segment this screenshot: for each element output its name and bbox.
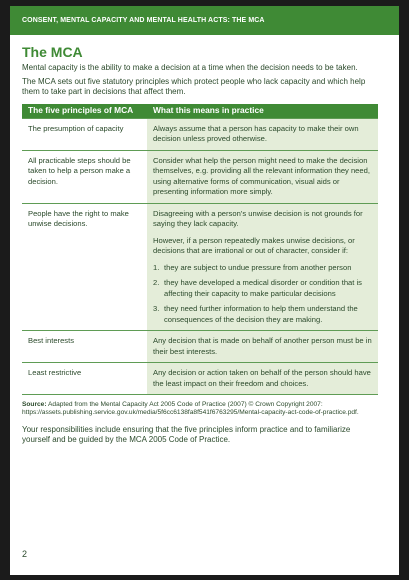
intro-paragraph-2: The MCA sets out five statutory principles which protect people who lack capacity and which help them to take part in decisions that affect them. [22, 76, 366, 96]
table-row [22, 331, 378, 363]
list-number: 2. [153, 278, 160, 287]
principle-cell: All practicable steps should be taken to help a person make a decision. [22, 150, 147, 203]
table-row [22, 118, 378, 150]
source-note [22, 401, 378, 418]
list-item-text: they are subject to undue pressure from another person [164, 262, 352, 272]
list-number: 1. [153, 262, 160, 272]
considerations-list [153, 263, 372, 326]
list-item-text: they need further information to help them understand the consequences of the decision they are making. [164, 304, 358, 324]
list-item [153, 263, 372, 274]
meaning-cell: Consider what help the person might need to make the decision themselves, e.g. providing all the relevant information they need, using alternative forms of communication, visual aids or presenting information more simply. [147, 150, 378, 203]
table-row [22, 203, 378, 331]
meaning-cell [147, 203, 378, 331]
document-page [10, 6, 399, 575]
meaning-cell: Any decision or action taken on behalf of the person should have the least impact on their freedom and choices. [147, 363, 378, 395]
principle-cell: The presumption of capacity [22, 118, 147, 150]
principle-cell: People have the right to make unwise decisions. [22, 203, 147, 331]
intro-paragraph-1: Mental capacity is the ability to make a decision at a time when the decision needs to be taken. [22, 63, 358, 72]
column-header-principles: The five principles of MCA [22, 104, 147, 119]
source-label: Source: [22, 401, 47, 408]
table-header-row [22, 104, 378, 119]
meaning-paragraph: Disagreeing with a person’s unwise decision is not grounds for saying they lack capacity. [153, 208, 363, 228]
principle-cell: Best interests [22, 331, 147, 363]
page-title: The MCA [22, 44, 83, 60]
page-number: 2 [22, 549, 28, 559]
page-content [22, 44, 378, 454]
meaning-cell: Any decision that is made on behalf of another person must be in their best interests. [147, 331, 378, 363]
list-item [153, 304, 372, 325]
meaning-paragraph: However, if a person repeatedly makes unwise decisions, or decisions that are irrational or out of character, consider if: [153, 235, 355, 255]
closing-paragraph: Your responsibilities include ensuring that the five principles inform practice and to familiarize yourself and be guided by the MCA 2005 Code of Practice. [22, 424, 351, 445]
meaning-cell: Always assume that a person has capacity to make their own decision unless proved otherwise. [147, 118, 378, 150]
list-number: 3. [153, 304, 160, 313]
list-item-text: they have developed a medical disorder or condition that is affecting their capacity to make particular decisions [164, 278, 362, 298]
source-text: Adapted from the Mental Capacity Act 2005 Code of Practice (2007) © Crown Copyright 2007: https://assets.publishing.service.gov.uk/media/5f6cc6138fa8f541f6763295/Mental-capacity-act-code-of-practice.pdf. [22, 401, 359, 417]
list-item [153, 278, 372, 299]
table-row [22, 363, 378, 395]
section-banner: CONSENT, MENTAL CAPACITY AND MENTAL HEALTH ACTS: THE MCA [10, 6, 399, 35]
principles-table [22, 104, 378, 396]
column-header-meaning: What this means in practice [147, 104, 378, 119]
table-row [22, 150, 378, 203]
principle-cell: Least restrictive [22, 363, 147, 395]
